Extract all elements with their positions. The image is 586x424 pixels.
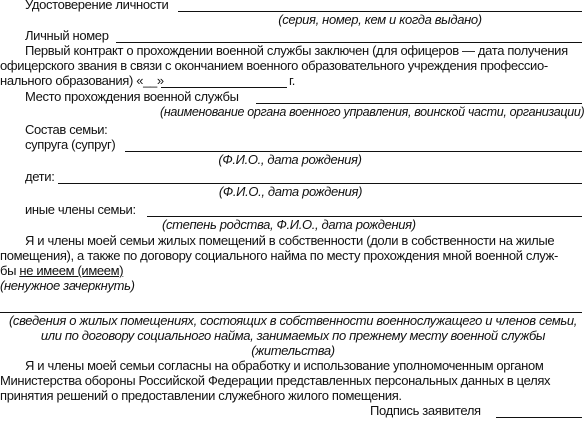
housing-text-line-1: Я и члены моей семьи жилых помещений в собственности (доли в собственности на жилые: [25, 233, 555, 248]
contract-text-line-2: офицерского звания в связи с окончанием военного образовательного учреждения профессио-: [0, 58, 548, 73]
other-members-hint: (степень родства, Ф.И.О., дата рождения): [162, 217, 416, 232]
children-label: дети:: [25, 169, 55, 184]
service-place-label: Место прохождения военной службы: [25, 89, 239, 104]
signature-label: Подпись заявителя: [370, 403, 481, 418]
spouse-hint: (Ф.И.О., дата рождения): [218, 152, 362, 167]
other-members-label: иные члены семьи:: [25, 202, 136, 217]
consent-text-line-2: Министерства обороны Российской Федерации представленных персональных данных в целях: [0, 373, 551, 388]
children-hint: (Ф.И.О., дата рождения): [218, 184, 363, 199]
housing-text-line-3-start: бы: [0, 263, 20, 278]
contract-text-line-1: Первый контракт о прохождении военной службы заключен (для офицеров — дата получения: [25, 43, 568, 58]
contract-date-field[interactable]: [161, 87, 287, 88]
housing-info-hint-3: (жительства): [251, 343, 335, 358]
signature-field[interactable]: [496, 417, 582, 418]
housing-info-hint-1: (сведения о жилых помещениях, состоящих в собственности военнослужащего и членов семьи,: [8, 313, 578, 328]
housing-text-line-2: помещения), а также по договору социального найма по месту прохождения мной военной служ-: [0, 248, 558, 263]
personal-number-label: Личный номер: [25, 28, 109, 43]
housing-text-line-3: [0, 263, 123, 278]
id-document-label: Удостоверение личности: [25, 0, 169, 12]
id-document-hint: (серия, номер, кем и когда выдано): [278, 12, 482, 27]
housing-choice[interactable]: не имеем (имеем): [19, 263, 124, 278]
family-label: Состав семьи:: [25, 122, 108, 137]
strike-hint: (ненужное зачеркнуть): [0, 278, 135, 293]
contract-year-suffix: г.: [289, 73, 296, 88]
consent-text-line-1: Я и члены моей семьи согласны на обработку и использование уполномоченным органом: [25, 358, 544, 373]
service-place-hint: (наименование органа военного управления, воинской части, организации): [160, 104, 585, 119]
contract-text-line-3: нального образования) «__»: [0, 73, 164, 88]
consent-text-line-3: принятия решений о предоставлении служебного жилого помещения.: [0, 388, 402, 403]
spouse-label: супруга (супруг): [25, 137, 116, 152]
housing-info-hint-2: или по договору социального найма, занимаемых по прежнему месту военной службы: [40, 328, 546, 343]
